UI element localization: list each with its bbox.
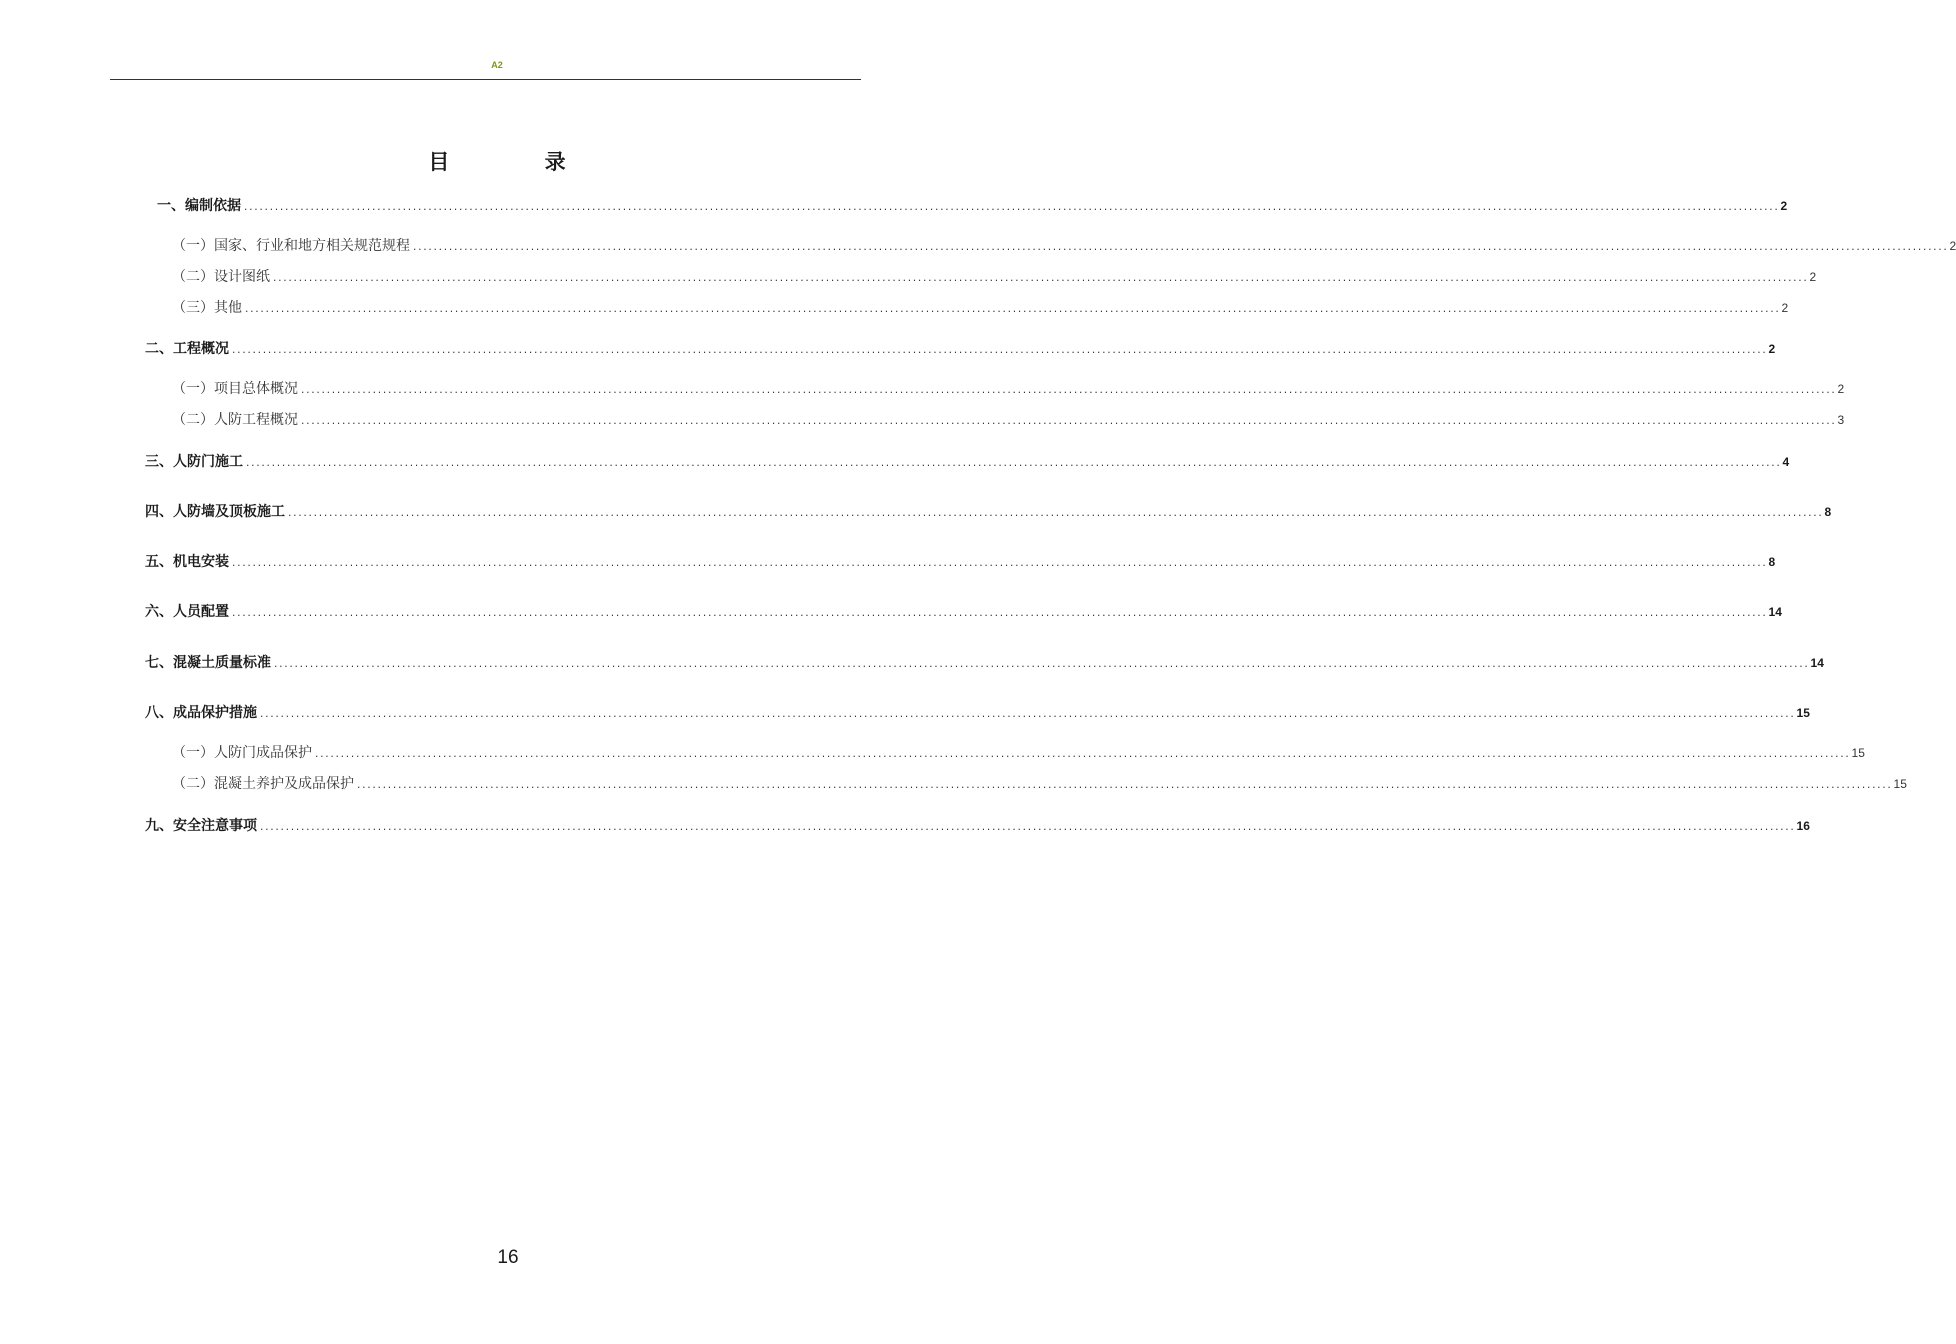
- toc-entry-page: 3: [1837, 413, 1845, 427]
- toc-entry[interactable]: [157, 195, 1788, 215]
- toc-entry[interactable]: [145, 702, 1810, 722]
- toc-entry-label: 九、安全注意事项: [145, 818, 257, 834]
- toc-entry-page: 2: [1768, 342, 1776, 356]
- dot-leader: ............................................................................................................................................................................................................................................................................................................: [300, 386, 1836, 396]
- toc-entry[interactable]: [145, 501, 1832, 521]
- toc-entry[interactable]: [172, 235, 1956, 255]
- toc-entry-page: 2: [1781, 301, 1789, 315]
- dot-leader: ............................................................................................................................................................................................................................................................................................................: [245, 459, 1781, 469]
- dot-leader: ............................................................................................................................................................................................................................................................................................................: [287, 509, 1823, 519]
- toc-entry-page: 8: [1824, 505, 1832, 519]
- dot-leader: ............................................................................................................................................................................................................................................................................................................: [272, 274, 1808, 284]
- toc-entry-label: （一）项目总体概况: [172, 381, 298, 397]
- toc-entry-page: 16: [1796, 819, 1810, 833]
- toc-entry-label: （一）人防门成品保护: [172, 745, 312, 761]
- dot-leader: ............................................................................................................................................................................................................................................................................................................: [231, 559, 1767, 569]
- dot-leader: ............................................................................................................................................................................................................................................................................................................: [244, 305, 1780, 315]
- toc-entry[interactable]: [172, 773, 1907, 793]
- toc-entry-label: 四、人防墙及顶板施工: [145, 504, 285, 520]
- toc-entry-label: 三、人防门施工: [145, 454, 243, 470]
- dot-leader: ............................................................................................................................................................................................................................................................................................................: [243, 203, 1779, 213]
- dot-leader: ............................................................................................................................................................................................................................................................................................................: [314, 750, 1850, 760]
- toc-entry-page: 15: [1893, 777, 1907, 791]
- toc-entry-page: 2: [1949, 239, 1956, 253]
- dot-leader: ............................................................................................................................................................................................................................................................................................................: [300, 417, 1836, 427]
- toc-entry[interactable]: [172, 409, 1845, 429]
- toc-entry-page: 14: [1810, 656, 1824, 670]
- dot-leader: ............................................................................................................................................................................................................................................................................................................: [259, 710, 1795, 720]
- toc-title: 目 录: [428, 150, 610, 174]
- dot-leader: ............................................................................................................................................................................................................................................................................................................: [273, 660, 1809, 670]
- toc-entry-label: 八、成品保护措施: [145, 705, 257, 721]
- header-mark: A2: [491, 60, 503, 70]
- toc-entry[interactable]: [172, 266, 1817, 286]
- toc-entry-page: 2: [1780, 199, 1788, 213]
- toc-entry-page: 4: [1782, 455, 1790, 469]
- toc-entry-label: （二）人防工程概况: [172, 412, 298, 428]
- toc-entry[interactable]: [145, 338, 1776, 358]
- header-rule: [110, 79, 861, 80]
- page-number: 16: [497, 1247, 519, 1268]
- toc-entry-label: 一、编制依据: [157, 198, 241, 214]
- toc-entry-page: 2: [1809, 270, 1817, 284]
- toc-entry[interactable]: [145, 652, 1824, 672]
- toc-entry[interactable]: [172, 742, 1865, 762]
- toc-entry-label: （三）其他: [172, 300, 242, 316]
- toc-entry-page: 8: [1768, 555, 1776, 569]
- toc-entry-page: 15: [1851, 746, 1865, 760]
- toc-entry-page: 2: [1837, 382, 1845, 396]
- toc-entry-label: 六、人员配置: [145, 604, 229, 620]
- toc-entry[interactable]: [145, 815, 1810, 835]
- toc-entry-page: 15: [1796, 706, 1810, 720]
- toc-entry-label: （一）国家、行业和地方相关规范规程: [172, 238, 410, 254]
- toc-entry[interactable]: [145, 601, 1782, 621]
- toc-entry-label: 五、机电安装: [145, 554, 229, 570]
- toc-entry-page: 14: [1768, 605, 1782, 619]
- dot-leader: ............................................................................................................................................................................................................................................................................................................: [259, 823, 1795, 833]
- toc-entry-label: 七、混凝土质量标准: [145, 655, 271, 671]
- dot-leader: ............................................................................................................................................................................................................................................................................................................: [356, 781, 1892, 791]
- toc-entry-label: （二）混凝土养护及成品保护: [172, 776, 354, 792]
- toc-entry[interactable]: [172, 297, 1789, 317]
- toc-entry[interactable]: [172, 378, 1845, 398]
- toc-entry[interactable]: [145, 551, 1776, 571]
- dot-leader: ............................................................................................................................................................................................................................................................................................................: [231, 346, 1767, 356]
- toc-entry[interactable]: [145, 451, 1790, 471]
- dot-leader: ............................................................................................................................................................................................................................................................................................................: [231, 609, 1767, 619]
- toc-entry-label: 二、工程概况: [145, 341, 229, 357]
- toc-entry-label: （二）设计图纸: [172, 269, 270, 285]
- dot-leader: ............................................................................................................................................................................................................................................................................................................: [412, 243, 1948, 253]
